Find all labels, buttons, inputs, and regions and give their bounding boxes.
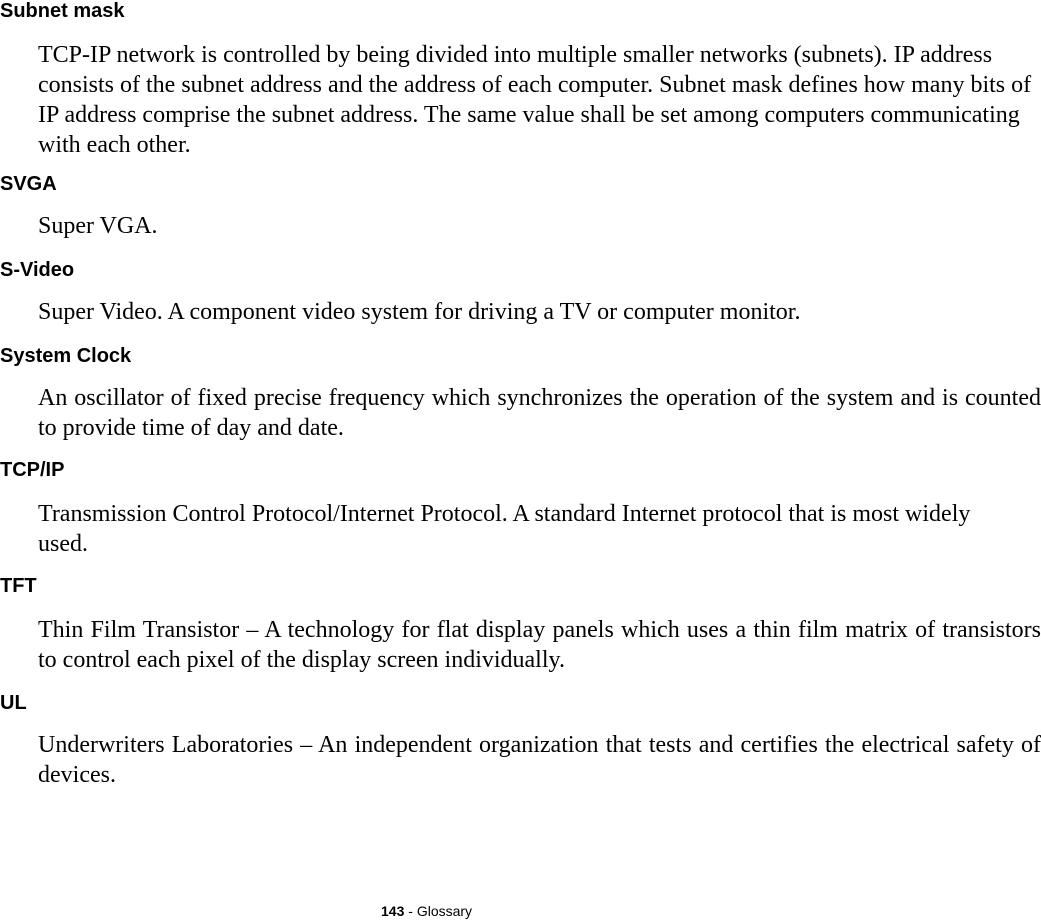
term-heading: SVGA — [0, 173, 57, 195]
page-number: 143 — [381, 903, 405, 919]
glossary-entry-svga — [0, 173, 1041, 239]
term-heading: UL — [0, 692, 27, 714]
glossary-entry-system-clock — [0, 345, 1041, 441]
page-footer — [381, 902, 472, 920]
glossary-entry-subnet-mask — [0, 0, 1041, 158]
term-definition: Transmission Control Protocol/Internet Protocol. A standard Internet protocol that is most widely used. — [38, 501, 971, 557]
footer-separator: - — [404, 903, 417, 919]
term-definition: Underwriters Laboratories – An independent organization that tests and certifies the electrical safety of devices. — [38, 732, 1041, 788]
term-heading: TCP/IP — [0, 459, 65, 481]
term-definition: An oscillator of fixed precise frequency which synchronizes the operation of the system and is counted to provide time of day and date. — [38, 385, 1041, 441]
term-definition: TCP-IP network is controlled by being divided into multiple smaller networks (subnets). IP address consists of the subnet address and the address of each computer. Subnet mask defines how many bits of IP address comprise the subnet address. The same value shall be set among computers communicating with each other. — [38, 42, 1032, 158]
term-heading: TFT — [0, 575, 37, 597]
glossary-entry-ul — [0, 692, 1041, 788]
glossary-entry-s-video — [0, 259, 1041, 325]
term-definition: Super Video. A component video system for driving a TV or computer monitor. — [38, 299, 801, 325]
footer-section-name: Glossary — [416, 903, 473, 919]
term-heading: System Clock — [0, 345, 132, 367]
term-heading: Subnet mask — [0, 0, 125, 22]
term-definition: Thin Film Transistor – A technology for flat display panels which uses a thin film matrix of transistors to control each pixel of the display screen individually. — [38, 617, 1041, 673]
term-heading: S-Video — [0, 259, 75, 281]
glossary-entry-tcp-ip — [0, 459, 1041, 557]
glossary-entry-tft — [0, 575, 1041, 673]
term-definition: Super VGA. — [38, 213, 158, 239]
